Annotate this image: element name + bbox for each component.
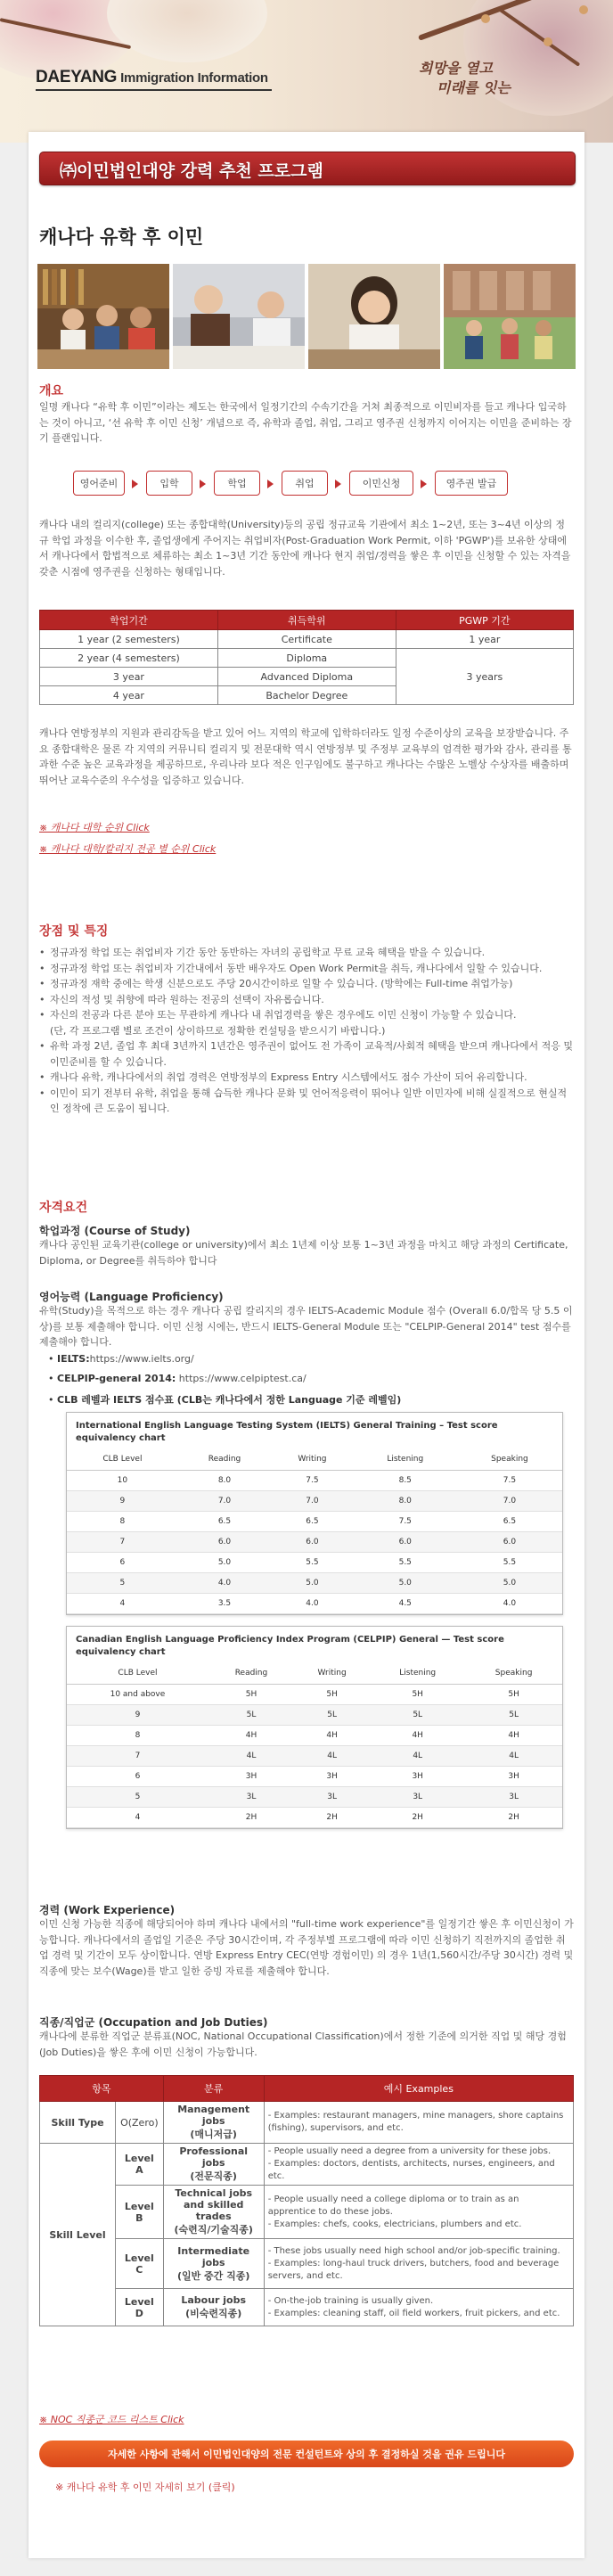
table-row [67,1787,562,1808]
noc-category-ko: (전문직종) [190,2170,237,2182]
table-cell: 2H [294,1808,370,1828]
language-text: 유학(Study)을 목적으로 하는 경우 캐나다 공립 칼리지의 경우 IELTS-Academic Module 점수 (Overall 6.0/합목 당 5.5 이상)를 보통 제출해야 합니다. 이민 신청 시에는, 반드시 IELTS-General Module 또는 "CELPIP-General 2014" test 점수를 제출해야 합니다. [39,1305,573,1348]
table-cell: 3 year [40,668,218,686]
arrow-icon [335,480,341,488]
table-row [67,1767,562,1787]
noc-examples [264,2239,573,2289]
table-cell: 5 [67,1787,208,1808]
table-cell: 3H [208,1767,294,1787]
page-title: 캐나다 유학 후 이민 [39,226,204,248]
ielts-url[interactable]: https://www.ielts.org/ [89,1353,194,1365]
celpip-link-row: • CELPIP-general 2014: https://www.celpiptest.ca/ [48,1373,306,1384]
table-cell: 1 year [396,630,573,649]
table-header: CLB Level [67,1662,208,1685]
table-header: Reading [208,1662,294,1685]
table-row [67,1532,562,1553]
table-row [40,2289,574,2326]
table-cell: 4L [208,1746,294,1767]
table-cell: 6 [67,1767,208,1787]
table-cell: 4H [465,1726,562,1746]
noc-table [39,2075,574,2326]
arrow-icon [200,480,206,488]
list-item: • 캐나다 유학, 캐나다에서의 취업 경력은 연방정부의 Express Entry 시스템에서도 점수 가산이 되어 유리합니다. [39,1070,574,1086]
table-header: Speaking [457,1448,562,1471]
table-row [67,1746,562,1767]
table-cell: Bachelor Degree [217,686,396,705]
noc-examples [264,2102,573,2144]
ielts-chart-caption: International English Language Testing System (IELTS) General Training – Test score equivalency chart [76,1421,498,1443]
example-line: - Examples: doctors, dentists, architects, nurses, engineers, and etc. [267,2159,555,2181]
logo[interactable] [36,68,268,87]
overview-text-3: 캐나다 연방정부의 지원과 관리감독을 받고 있어 어느 지역의 학교에 입학하더라도 일정 수준이상의 교육을 보장받습니다. 주요 종합대학은 물론 각 지역의 커뮤니티 컬리지 및 전문대학 역시 연방정부 및 주정부 교육부의 엄격한 평가와 감사, 관리를 통과한 수준 높은 교육과정을 제공하므로, 우리나라 보다 적은 인구임에도 불구하고 캐나다는 수많은 노벨상 수상자를 배출하며 뛰어난 교육수준의 우수성을 입증하고 있습니다. [39,727,572,786]
table-cell: 3 years [396,649,573,705]
banner-title: ㈜이민법인대양 강력 추천 프로그램 [60,161,323,181]
bud-decoration [579,5,588,14]
table-cell: 3L [208,1787,294,1808]
table-header: Reading [178,1448,271,1471]
table-cell: 10 [67,1471,178,1491]
clb-label: CLB 레벨과 IELTS 점수표 (CLB는 캐나다에서 정한 Language 기준 레벨임) [57,1394,402,1406]
list-item: • 이민이 되기 전부터 유학, 취업을 통해 습득한 캐나다 문화 및 언어적응력이 뛰어나 일반 이민자에 비해 실질적으로 현실적인 정착에 큰 도움이 됩니다. [39,1086,574,1117]
table-cell: 3H [294,1767,370,1787]
list-item: • 정규과정 재학 중에는 학생 신분으로도 주당 20시간이하로 일할 수 있습니다. (방학에는 Full-time 취업가능) [39,976,574,992]
example-line: - People usually need a college diploma or to train as an apprentice to do these jobs. [267,2194,519,2217]
table-cell: 4 [67,1594,178,1614]
noc-category-ko: (일반 중간 직종) [176,2269,250,2282]
arrow-icon [267,480,274,488]
language-paragraph [39,1303,574,1350]
bud-decoration [481,14,490,23]
experience-text: 이민 신청 가능한 직종에 해당되어야 하며 캐나다 내에서의 "full-time work experience"를 일정기간 쌓은 후 이민신청이 가능합니다. 캐나다에서의 졸업일 기준은 주당 30시간이며, 각 주정부별 프로그램에 따라 이민 신청하기 직전까지의 졸업한 취업 경력 및 기간이 모두 상이합니다. 연방 Express Entry CEC(연방 경험이민) 의 경우 1년(1,560시간/주당 30시간) 경력 및 직종에 맞는 보수(Wage)를 받고 일한 증빙 자료를 제출해야 합니다. [39,1918,574,1977]
table-cell: 4 year [40,686,218,705]
occupation-title: 직종/직업군 (Occupation and Job Duties) [39,2016,268,2029]
example-line: - On-the-job training is usually given. [267,2295,434,2306]
table-row [67,1705,562,1726]
noc-category [163,2289,264,2326]
table-cell: 6 [67,1553,178,1573]
noc-category-en: Professional jobs [179,2145,249,2169]
slogan-line-2: 미래를 잇는 [437,79,511,96]
table-cell: 4.0 [457,1594,562,1614]
occupation-text: 캐나다에 분류한 직업군 분류표(NOC, National Occupational Classification)에서 정한 기준에 의거한 직업 및 해당 경험(Job Duties)을 쌓은 후에 이민 신청이 가능합니다. [39,2030,567,2058]
noc-category-en: Management jobs [177,2104,250,2127]
table-cell: 3L [294,1787,370,1808]
noc-category [163,2239,264,2289]
step-study: 학업 [214,471,260,496]
pgwp-table [39,610,574,705]
table-cell: 3L [465,1787,562,1808]
students-library-photo [37,264,169,369]
blossom-decoration [107,0,267,62]
step-pr-issued: 영주권 발급 [435,471,508,496]
table-header-row [67,1662,562,1685]
photo-strip [37,264,576,369]
occupation-paragraph [39,2029,574,2060]
example-line: - Examples: restaurant managers, mine managers, shore captains (fishing), supervisors, and etc. [267,2111,564,2133]
table-cell: 7.0 [457,1491,562,1512]
ielts-link-row: • IELTS:https://www.ielts.org/ [48,1353,194,1365]
noc-code: Level C [116,2239,164,2289]
table-cell: 2H [208,1808,294,1828]
table-cell: 6.5 [271,1512,353,1532]
ielts-table [67,1448,562,1614]
example-line: - Examples: long-haul truck drivers, butchers, food and beverage servers, and etc. [267,2258,560,2281]
arrow-icon [421,480,427,488]
table-row [67,1491,562,1512]
table-cell: 2H [370,1808,465,1828]
table-cell: 9 [67,1491,178,1512]
overview-text-2: 캐나다 내의 컬리지(college) 또는 종합대학(University)등의 공립 정규교육 기관에서 최소 1~2년, 또는 3~4년 이상의 정규 학업 과정을 이수한 후, 졸업생에게 주어지는 취업비자(Post-Graduation Work Permit, 이하 'PGWP')를 보유한 상태에서 캐나다에서 합법적으로 체류하는 최소 1~3년 기간 동안에 캐나다 현지 취업/경력을 쌓은 후 이민을 신청할 수 있는 자격을 갖춘 시점에 영주권을 신청하는 형태입니다. [39,519,571,578]
table-cell: 6.0 [271,1532,353,1553]
table-cell: Certificate [217,630,396,649]
table-cell: 8 [67,1726,208,1746]
study-paragraph [39,1237,574,1268]
clb-label-row: • CLB 레벨과 IELTS 점수표 (CLB는 캐나다에서 정한 Language 기준 레벨임) [48,1394,402,1406]
more-info-link[interactable]: ※ 캐나다 유학 후 이민 자세히 보기 (클릭) [55,2482,235,2493]
noc-code: Level A [116,2144,164,2186]
table-cell: 8.0 [178,1471,271,1491]
noc-examples [264,2144,573,2186]
arrow-icon [132,480,138,488]
table-cell: 4L [294,1746,370,1767]
celpip-chart-caption: Canadian English Language Proficiency Index Program (CELPIP) General — Test score equivalency chart [76,1635,504,1657]
features-heading: 장점 및 특징 [39,924,109,939]
noc-category [163,2144,264,2186]
table-cell: 10 and above [67,1685,208,1705]
noc-code: Level B [116,2186,164,2239]
slogan [419,53,544,107]
table-cell: 6.5 [178,1512,271,1532]
table-cell: 7.5 [354,1512,457,1532]
table-cell: 5L [294,1705,370,1726]
table-cell: 4H [294,1726,370,1746]
table-row [67,1726,562,1746]
table-cell: 6.0 [457,1532,562,1553]
example-line: - People usually need a degree from a university for these jobs. [267,2146,552,2156]
ielts-label: IELTS: [57,1353,90,1365]
noc-category [163,2102,264,2144]
example-line: - These jobs usually need high school and/or job-specific training. [267,2245,560,2256]
table-row [40,630,574,649]
table-row [40,649,574,668]
step-english: 영어준비 [73,471,125,496]
noc-category-ko: (비숙련직종) [185,2308,242,2319]
study-title: 학업과정 (Course of Study) [39,1225,191,1237]
language-title: 영어능력 (Language Proficiency) [39,1291,224,1303]
table-cell: 7.0 [178,1491,271,1512]
experience-paragraph [39,1916,574,1979]
overview-paragraph-1 [39,399,574,447]
table-row [40,2239,574,2289]
table-cell: 5.5 [457,1553,562,1573]
major-ranking-link[interactable]: ※ 캐나다 대학/칼리지 전공 별 순위 Click [39,843,217,855]
noc-examples [264,2289,573,2326]
table-cell: 5H [370,1685,465,1705]
table-row [40,2102,574,2144]
table-cell: 7.0 [271,1491,353,1512]
celpip-label: CELPIP-general 2014: [57,1373,176,1384]
table-header: Listening [354,1448,457,1471]
noc-category-ko: (숙련직/기술직종) [174,2224,253,2236]
table-cell: 7 [67,1746,208,1767]
table-cell: 9 [67,1705,208,1726]
logo-main: DAEYANG [36,68,118,86]
logo-underline [36,89,272,91]
noc-category-en: Intermediate jobs [177,2244,250,2268]
skill-type-label: Skill Type [40,2102,116,2144]
noc-category-en: Technical jobs and skilled trades [175,2187,253,2222]
table-header: CLB Level [67,1448,178,1471]
header [0,0,613,143]
table-cell: 5.0 [178,1553,271,1573]
overview-paragraph-2 [39,517,574,579]
list-item: • 자신의 적성 및 취향에 따라 원하는 전공의 선택이 자유롭습니다. [39,992,574,1008]
table-cell: 4H [370,1726,465,1746]
table-cell: 7 [67,1532,178,1553]
table-header: Listening [370,1662,465,1685]
table-cell: 4H [208,1726,294,1746]
table-header: Speaking [465,1662,562,1685]
noc-category-en: Labour jobs [181,2294,247,2306]
table-cell: 4.0 [271,1594,353,1614]
experience-title: 경력 (Work Experience) [39,1904,176,1916]
table-cell: 8.5 [354,1471,457,1491]
list-item: • 정규과정 학업 또는 취업비자 기간내에서 동반 배우자도 Open Work Permit을 취득, 캐나다에서 일할 수 있습니다. [39,961,574,977]
table-cell: Diploma [217,649,396,668]
table-cell: 5H [294,1685,370,1705]
student-smiling-photo [308,264,440,369]
consult-text: 자세한 사항에 관해서 이민법인대양의 전문 컨설턴트와 상의 후 결정하실 것을 권유 드립니다 [108,2449,505,2460]
table-cell: 6.0 [178,1532,271,1553]
noc-examples [264,2186,573,2239]
table-row [40,2186,574,2239]
table-row [67,1553,562,1573]
program-banner [39,152,576,185]
table-cell: 5L [465,1705,562,1726]
table-header: 학업기간 [40,611,218,630]
table-cell: 3L [370,1787,465,1808]
table-cell: 5.5 [271,1553,353,1573]
noc-category [163,2186,264,2239]
table-header: Writing [294,1662,370,1685]
table-cell: 5.0 [271,1573,353,1594]
table-cell: 5H [208,1685,294,1705]
celpip-table [67,1662,562,1828]
step-employment: 취업 [282,471,328,496]
celpip-url[interactable]: https://www.celpiptest.ca/ [178,1373,306,1384]
slogan-line-1: 희망을 열고 [419,60,493,77]
table-header-row [40,2076,574,2102]
table-cell: 5.0 [457,1573,562,1594]
table-cell: 5L [208,1705,294,1726]
logo-sub: Immigration Information [120,70,268,86]
table-cell: 5 [67,1573,178,1594]
noc-code: Level D [116,2289,164,2326]
overview-text-1: 일명 캐나다 “유학 후 이민”이라는 제도는 한국에서 일정기간의 수속기간을 거쳐 최종적으로 이민비자를 들고 캐나다 입국하는 것이 아니고, ‘선 유학 후 이민 신청’ 개념으로 즉, 유학과 졸업, 취업, 그리고 영주권 신청까지 이어지는 이민을 준비하는 장기 플랜입니다. [39,401,572,444]
features-list [39,945,574,1117]
list-item: • 정규과정 학업 또는 취업비자 기간 동안 동반하는 자녀의 공립학교 무료 교육 혜택을 받을 수 있습니다. [39,945,574,961]
noc-code: O(Zero) [116,2102,164,2144]
noc-category-ko: (매니저급) [190,2129,237,2140]
table-header-row [40,611,574,630]
ielts-equivalency-chart [66,1412,563,1615]
step-admission: 입학 [146,471,192,496]
table-cell: 2H [465,1808,562,1828]
table-cell: 4.0 [178,1573,271,1594]
example-line: - Examples: chefs, cooks, electricians, plumbers and etc. [267,2219,522,2229]
students-campus-photo [444,264,576,369]
table-header: PGWP 기간 [396,611,573,630]
student-writing-photo [173,264,305,369]
table-row [67,1573,562,1594]
noc-code-list-link[interactable]: ※ NOC 직종군 코드 리스트 Click [39,2414,184,2425]
table-cell: Advanced Diploma [217,668,396,686]
table-cell: 1 year (2 semesters) [40,630,218,649]
table-cell: 3H [465,1767,562,1787]
table-cell: 4.5 [354,1594,457,1614]
table-cell: 5H [465,1685,562,1705]
table-cell: 5L [370,1705,465,1726]
table-cell: 8 [67,1512,178,1532]
list-item: • 유학 과정 2년, 졸업 후 최대 3년까지 1년간은 영주권이 없어도 전 가족이 교육적/사회적 혜택을 받으며 캐나다에서 적응 및 이민준비를 할 수 있습니다. [39,1038,574,1070]
process-steps [73,471,519,497]
content-panel [29,132,584,2558]
study-text: 캐나다 공인된 교육기관(college or university)에서 최소 1년제 이상 보통 1~3년 과정을 마치고 해당 과정의 Certificate, Diploma, or Degree를 취득하야 합니다 [39,1239,568,1267]
example-line: - Examples: cleaning staff, oil field workers, fruit pickers, and etc. [267,2308,560,2318]
table-row [67,1685,562,1705]
table-cell: 7.5 [271,1471,353,1491]
table-header: Writing [271,1448,353,1471]
table-cell: 8.0 [354,1491,457,1512]
table-cell: 2 year (4 semesters) [40,649,218,668]
table-header-row [67,1448,562,1471]
overview-heading: 개요 [39,384,64,398]
table-cell: 7.5 [457,1471,562,1491]
table-cell: 4 [67,1808,208,1828]
table-row [67,1594,562,1614]
university-ranking-link[interactable]: ※ 캐나다 대학 순위 Click [39,822,150,833]
table-cell: 5.0 [354,1573,457,1594]
celpip-equivalency-chart [66,1626,563,1829]
table-cell: 3H [370,1767,465,1787]
table-header: 항목 [40,2076,164,2102]
table-row [67,1512,562,1532]
table-cell: 3.5 [178,1594,271,1614]
table-header: 취득학위 [217,611,396,630]
step-immigration-application: 이민신청 [349,471,413,496]
table-cell: 6.0 [354,1532,457,1553]
table-cell: 5.5 [354,1553,457,1573]
table-row [67,1808,562,1828]
table-cell: 4L [370,1746,465,1767]
table-cell: 4L [465,1746,562,1767]
list-item: • 자신의 전공과 다른 분야 또는 무관하게 캐나다 내 취업경력을 쌓은 경우에도 이민 신청이 가능할 수 있습니다. (단, 각 프로그램 별로 조건이 상이하므로 정확한 컨설팅을 받으시기 바랍니다.) [39,1007,574,1038]
table-cell: 6.5 [457,1512,562,1532]
overview-paragraph-3 [39,726,574,788]
requirements-heading: 자격요건 [39,1201,88,1215]
bud-decoration [544,37,552,46]
table-header: 분류 [163,2076,264,2102]
skill-level-label: Skill Level [40,2144,116,2326]
consult-banner[interactable] [39,2441,574,2467]
table-row [40,2144,574,2186]
table-header: 예시 Examples [264,2076,573,2102]
table-row [67,1471,562,1491]
